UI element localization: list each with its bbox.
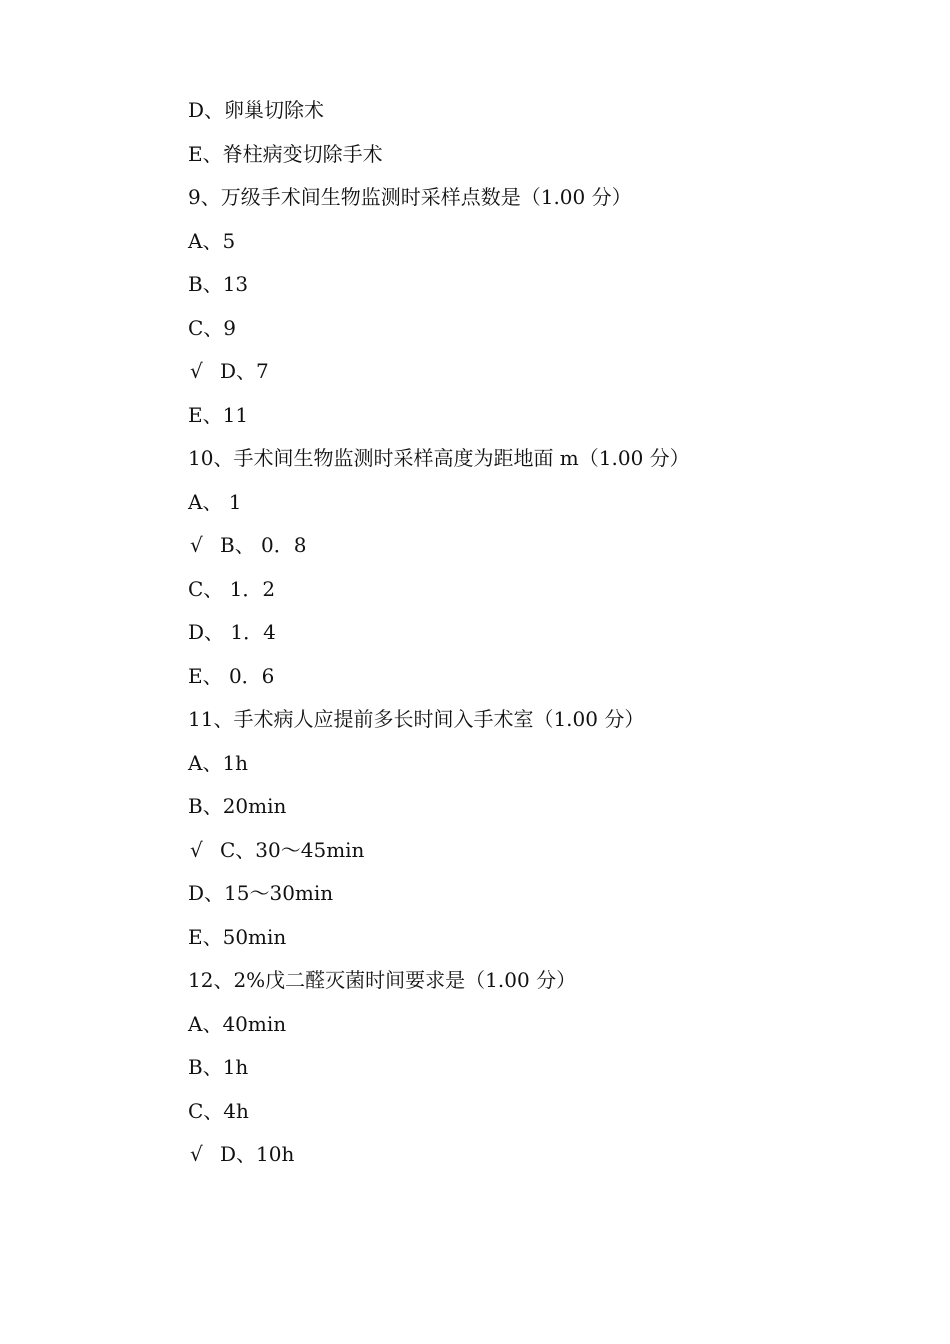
option-line-correct [190, 1139, 294, 1169]
option-label: D、卵巢切除术 [188, 98, 325, 122]
question-label: 9、万级手术间生物监测时采样点数是（1.00 分） [188, 185, 632, 209]
option-label: A、5 [188, 229, 236, 253]
option-line [188, 574, 275, 604]
option-label: E、脊柱病变切除手术 [188, 142, 383, 166]
option-label: C、9 [188, 316, 237, 340]
option-line [188, 269, 248, 299]
option-label: B、20min [188, 794, 287, 818]
option-line [188, 791, 286, 821]
option-label: E、 0．6 [188, 664, 275, 688]
option-label: A、40min [188, 1012, 287, 1036]
question-text [188, 182, 632, 212]
question-text [188, 965, 576, 995]
option-line [188, 400, 248, 430]
option-label: B、13 [188, 272, 249, 296]
option-label: D、7 [220, 359, 269, 383]
option-label: D、10h [220, 1142, 295, 1166]
option-line-correct [190, 356, 269, 386]
question-text [188, 443, 690, 473]
option-label: A、 1 [188, 490, 242, 514]
question-text [188, 704, 644, 734]
option-line [188, 313, 236, 343]
option-label: D、15～30min [188, 881, 334, 905]
option-line [188, 617, 276, 647]
option-line [188, 661, 274, 691]
option-line [188, 1009, 286, 1039]
option-line [188, 878, 333, 908]
option-line [188, 1052, 248, 1082]
option-label: A、1h [188, 751, 249, 775]
question-label: 12、2%戊二醛灭菌时间要求是（1.00 分） [188, 968, 577, 992]
question-label: 10、手术间生物监测时采样高度为距地面 m（1.00 分） [188, 446, 690, 470]
option-line [188, 487, 242, 517]
option-line [188, 748, 248, 778]
option-label: C、 1．2 [188, 577, 276, 601]
checkmark-icon: √ [190, 1142, 203, 1166]
option-line [188, 226, 235, 256]
option-line [188, 1096, 249, 1126]
option-line-correct [190, 530, 307, 560]
question-label: 11、手术病人应提前多长时间入手术室（1.00 分） [188, 707, 645, 731]
option-label: B、 0．8 [220, 533, 307, 557]
option-line [188, 922, 286, 952]
option-label: B、1h [188, 1055, 249, 1079]
option-label: E、11 [188, 403, 249, 427]
option-label: D、 1．4 [188, 620, 276, 644]
option-line [188, 139, 383, 169]
option-line-correct [190, 835, 364, 865]
checkmark-icon: √ [190, 533, 203, 557]
checkmark-icon: √ [190, 838, 203, 862]
option-line [188, 95, 324, 125]
checkmark-icon: √ [190, 359, 203, 383]
option-label: C、4h [188, 1099, 249, 1123]
option-label: C、30～45min [220, 838, 365, 862]
option-label: E、50min [188, 925, 287, 949]
